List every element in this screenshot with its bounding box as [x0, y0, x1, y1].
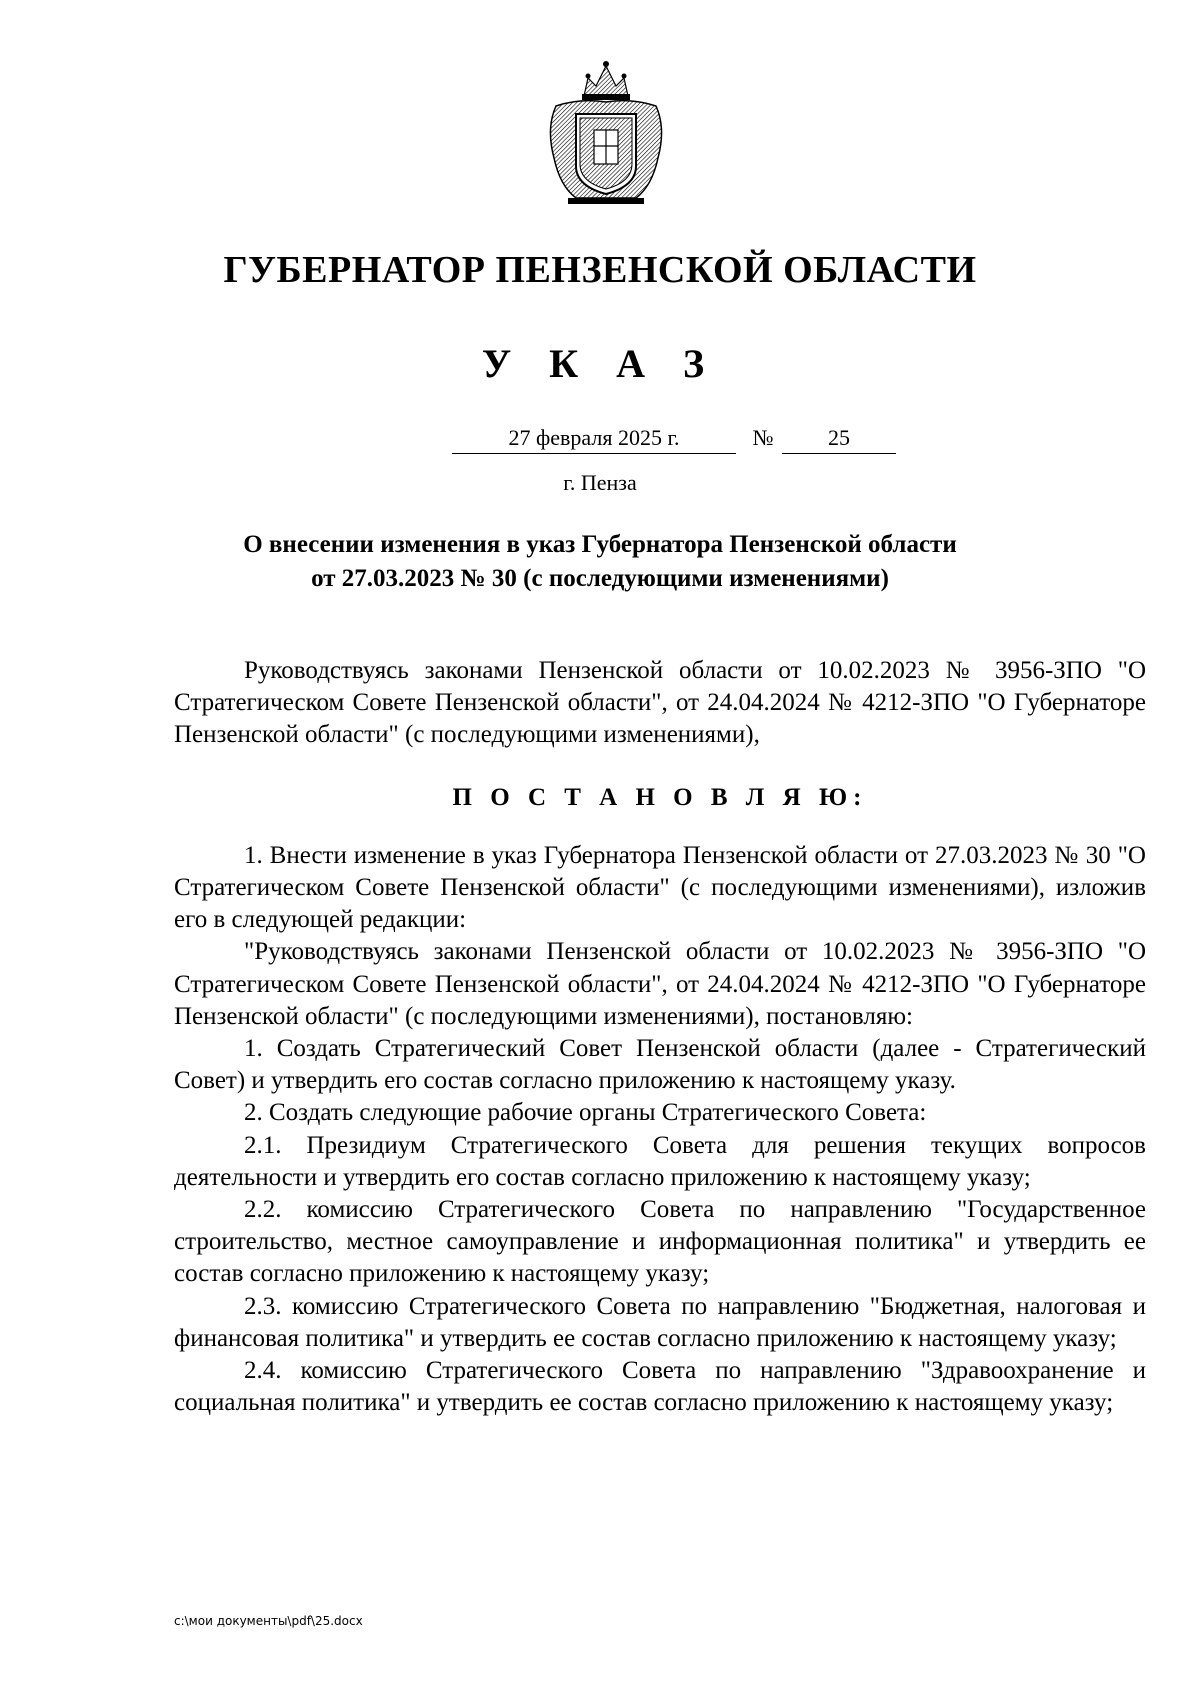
paragraph-2: "Руководствуясь законами Пензенской области от 10.02.2023 № 3956-ЗПО "О Стратегическом Совете Пензенской области", от 24.04.2024 № 4212-ЗПО "О Губернаторе Пензенской области" (с последующими изменениями), постановляю:: [174, 938, 1146, 1030]
preamble-paragraph: Руководствуясь законами Пензенской области от 10.02.2023 № 3956-ЗПО "О Стратегическом Совете Пензенской области", от 24.04.2024 № 4212-ЗПО "О Губернаторе Пензенской области" (с последующими изменениями),: [174, 657, 1146, 749]
document-city: г. Пенза: [563, 470, 637, 495]
document-body: [174, 655, 1146, 1419]
subject-line-1: О внесении изменения в указ Губернатора Пензенской области: [243, 531, 957, 558]
paragraph-5: 2.1. Президиум Стратегического Совета для решения текущих вопросов деятельности и утвердить его состав согласно приложению к настоящему указу;: [174, 1131, 1146, 1191]
paragraph-8: 2.4. комиссию Стратегического Совета по направлению "Здравоохранение и социальная политика" и утвердить ее состав согласно приложению к настоящему указу;: [174, 1357, 1146, 1417]
coat-of-arms-emblem: [536, 58, 676, 208]
document-number: 25: [782, 425, 896, 454]
paragraph-7: 2.3. комиссию Стратегического Совета по направлению "Бюджетная, налоговая и финансовая политика" и утвердить ее состав согласно приложению к настоящему указу;: [174, 1292, 1146, 1352]
paragraph-3: 1. Создать Стратегический Совет Пензенской области (далее - Стратегический Совет) и утвердить его состав согласно приложению к настоящему указу.: [174, 1035, 1146, 1095]
paragraph-6: 2.2. комиссию Стратегического Совета по направлению "Государственное строительство, местное самоуправление и информационная политика" и утвердить ее состав согласно приложению к настоящему указу;: [174, 1196, 1146, 1288]
document-authority-title: ГУБЕРНАТОР ПЕНЗЕНСКОЙ ОБЛАСТИ: [223, 249, 977, 291]
file-path-footer: c:\мои документы\pdf\25.docx: [174, 1614, 363, 1628]
document-subject: [0, 528, 1200, 596]
paragraph-1: 1. Внести изменение в указ Губернатора Пензенской области от 27.03.2023 № 30 "О Стратегическом Совете Пензенской области" (с последующими изменениями), изложив его в следующей редакции:: [174, 841, 1146, 934]
decree-word: П О С Т А Н О В Л Я Ю:: [452, 783, 868, 811]
number-sign: №: [752, 425, 774, 450]
document-type-heading: У К А З: [481, 341, 719, 386]
document-date: 27 февраля 2025 г.: [452, 425, 736, 454]
paragraph-4: 2. Создать следующие рабочие органы Стратегического Совета:: [244, 1099, 927, 1127]
subject-line-2: от 27.03.2023 № 30 (с последующими изменениями): [311, 565, 889, 592]
